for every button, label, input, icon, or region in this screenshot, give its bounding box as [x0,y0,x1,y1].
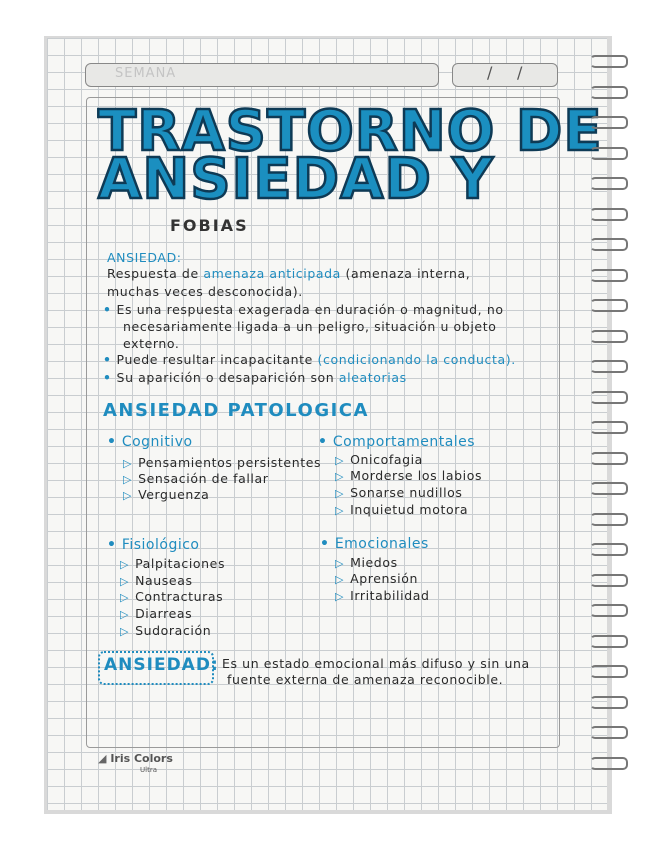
date-separator: / [517,63,523,82]
spiral-ring [590,116,628,129]
spiral-ring [590,238,628,251]
header-label: SEMANA [115,66,177,81]
list-item: ▷ Verguenza [123,487,210,502]
list-item: ▷ Sonarse nudillos [335,485,463,500]
triangle-icon: ▷ [335,573,345,586]
triangle-icon: ▷ [335,557,345,570]
box-text-line1: Es un estado emocional más difuso y sin una [222,656,530,671]
list-item: ▷ Morderse los labios [335,468,483,483]
spiral-ring [590,391,628,404]
bullet-item: • Su aparición o desaparición son aleatorias [103,370,407,385]
ansiedad-definition-line1: Respuesta de amenaza anticipada (amenaza interna, [107,266,471,281]
box-text-line2: fuente externa de amenaza reconocible. [227,672,504,687]
triangle-icon: ▷ [123,457,133,470]
spiral-ring [590,55,628,68]
page-subtitle: FOBIAS [170,216,249,235]
list-item: ▷ Miedos [335,555,398,570]
triangle-icon: ▷ [120,625,130,638]
spiral-ring [590,604,628,617]
spiral-ring [590,665,628,678]
category-fisiologico: • Fisiológico [107,537,200,553]
spiral-ring [590,482,628,495]
list-item: ▷ Onicofagia [335,452,423,467]
list-item: ▷ Pensamientos persistentes [123,455,322,470]
spiral-ring [590,543,628,556]
spiral-ring [590,299,628,312]
date-separator: / [487,63,493,82]
triangle-icon: ▷ [335,590,345,603]
spiral-ring [590,574,628,587]
spiral-ring [590,177,628,190]
spiral-ring [590,726,628,739]
triangle-icon: ▷ [335,504,345,517]
list-item: ▷ Sudoración [120,623,212,638]
notebook-spiral [590,55,630,795]
triangle-icon: ▷ [123,473,133,486]
triangle-icon: ▷ [335,487,345,500]
bullet-item-cont: necesariamente ligada a un peligro, situación u objeto [123,319,497,334]
triangle-icon: ▷ [335,454,345,467]
category-emocionales: • Emocionales [320,536,429,552]
spiral-ring [590,208,628,221]
bullet-item: • Es una respuesta exagerada en duración o magnitud, no [103,302,504,317]
list-item: ▷ Sensación de fallar [123,471,269,486]
spiral-ring [590,635,628,648]
triangle-icon: ▷ [120,591,130,604]
spiral-ring [590,513,628,526]
page-title-line2: ANSIEDAD Y [98,147,494,212]
spiral-ring [590,452,628,465]
triangle-icon: ▷ [120,608,130,621]
logo-mark-icon: ◢ [98,752,107,765]
list-item: ▷ Irritabilidad [335,588,430,603]
spiral-ring [590,757,628,770]
spiral-ring [590,147,628,160]
spiral-ring [590,360,628,373]
list-item: ▷ Aprensión [335,571,418,586]
triangle-icon: ▷ [120,558,130,571]
bullet-item-cont: externo. [123,336,180,351]
list-item: ▷ Diarreas [120,606,193,621]
category-comportamentales: • Comportamentales [318,434,476,450]
page-title-line1: TRASTORNO DE [98,99,603,164]
ansiedad-heading: ANSIEDAD: [107,250,182,265]
brand-logo-sub: Ultra [140,766,157,774]
spiral-ring [590,330,628,343]
triangle-icon: ▷ [123,489,133,502]
list-item: ▷ Inquietud motora [335,502,469,517]
header-date-box [452,63,558,87]
spiral-ring [590,86,628,99]
brand-logo: ◢ Iris Colors [98,752,173,765]
list-item: ▷ Palpitaciones [120,556,226,571]
ansiedad-definition-line2: muchas veces desconocida). [107,284,303,299]
spiral-ring [590,269,628,282]
spiral-ring [590,421,628,434]
category-cognitivo: • Cognitivo [107,434,193,450]
highlight-box-label: ANSIEDAD: [104,655,219,675]
triangle-icon: ▷ [335,470,345,483]
spiral-ring [590,696,628,709]
section-title-patologica: ANSIEDAD PATOLOGICA [103,400,369,421]
triangle-icon: ▷ [120,575,130,588]
list-item: ▷ Nauseas [120,573,193,588]
bullet-item: • Puede resultar incapacitante (condicionando la conducta). [103,352,516,367]
list-item: ▷ Contracturas [120,589,224,604]
